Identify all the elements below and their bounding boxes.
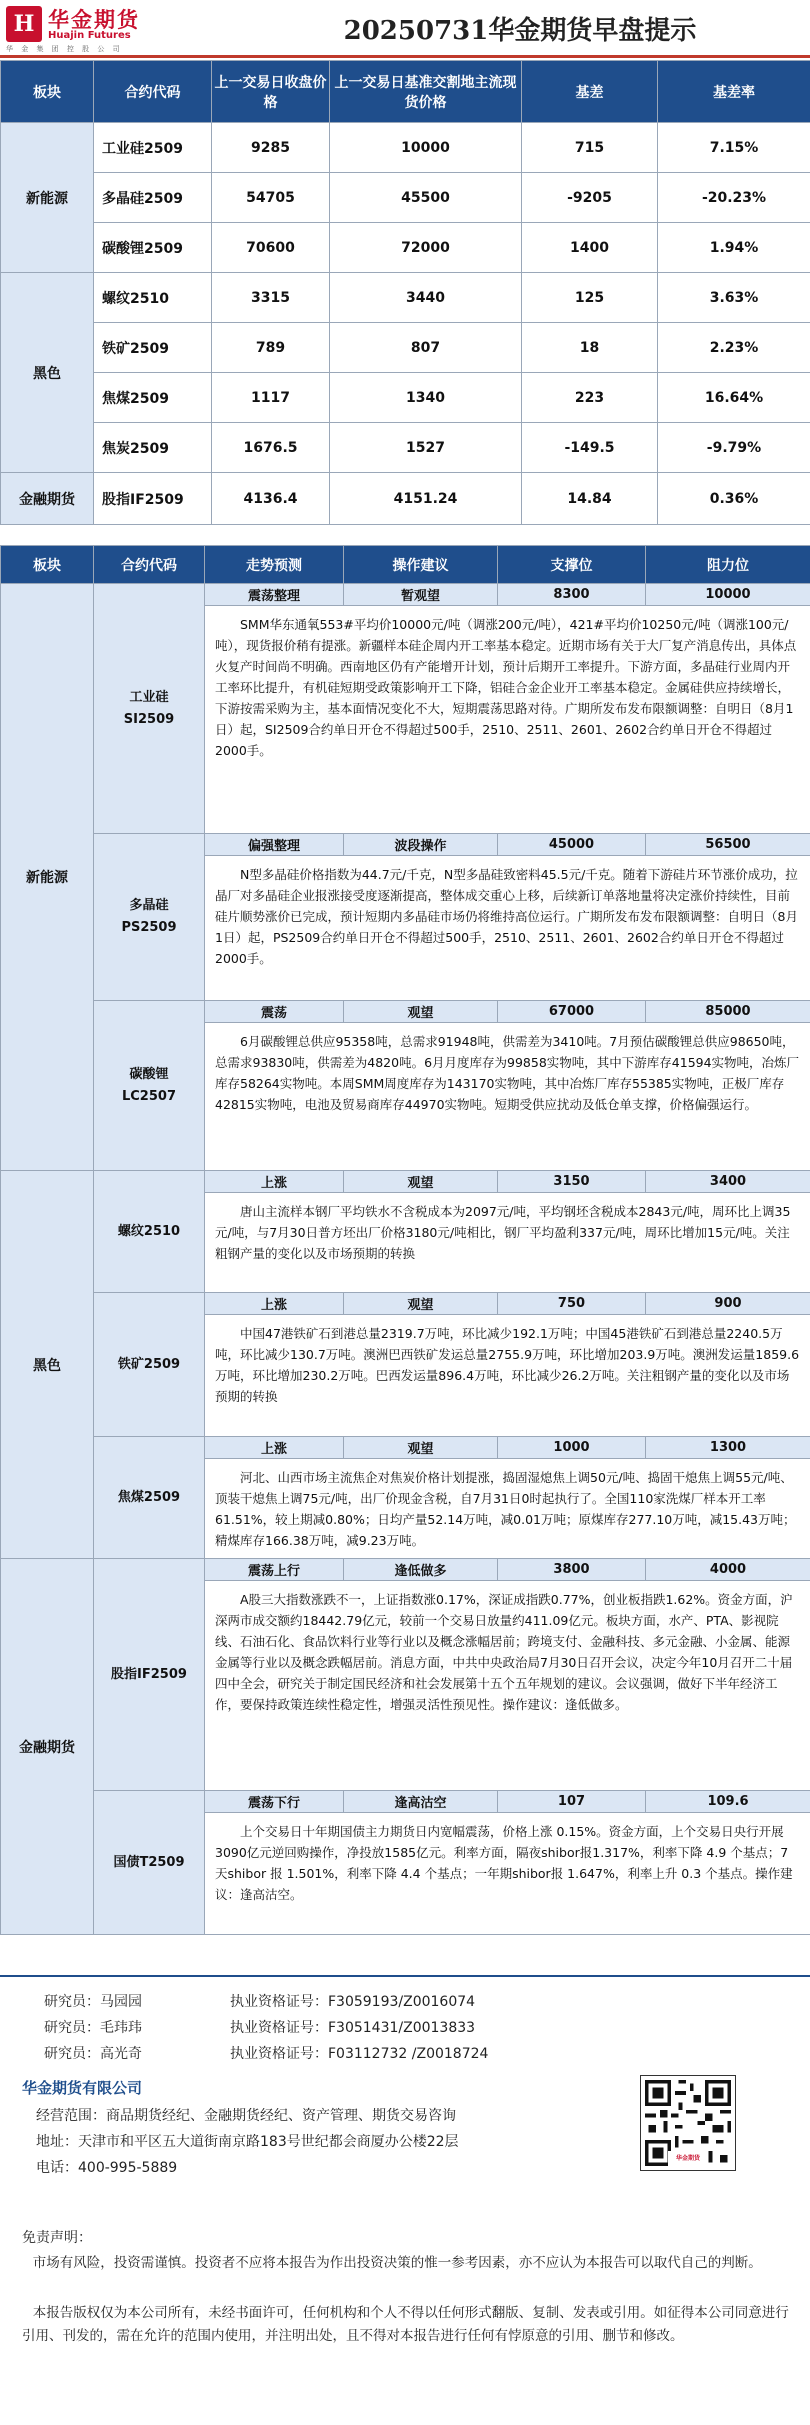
close-price: 3315 bbox=[212, 273, 330, 323]
contract-code: 多晶硅2509 bbox=[94, 173, 212, 223]
table-row bbox=[1, 123, 810, 173]
trend: 偏强整理 bbox=[205, 834, 344, 856]
table-row bbox=[1, 373, 810, 423]
company-name: 华金期货有限公司 bbox=[22, 2079, 143, 2097]
contract-code: 焦煤2509 bbox=[94, 373, 212, 423]
researcher-name: 研究员：高光奇 bbox=[44, 2046, 142, 2062]
basis-value: 18 bbox=[522, 323, 658, 373]
commentary-text: 中国47港铁矿石到港总量2319.7万吨，环比减少192.1万吨；中国45港铁矿石到港总量2240.5万吨，环比减少130.7万吨。澳洲巴西铁矿发运总量2755.9万吨，环比增加203.9万吨。澳洲发运量1859.6万吨，环比增加230.2万吨。巴西发运量896.4万吨，环比减少26.2万吨。关注粗钢产量的变化以及市场预期的转换 bbox=[205, 1315, 810, 1437]
product-name: 铁矿 bbox=[117, 1356, 144, 1372]
basis-value: 14.84 bbox=[522, 473, 658, 525]
resistance: 56500 bbox=[646, 834, 810, 856]
product-cell bbox=[94, 1559, 205, 1791]
col-header: 上一交易日基准交割地主流现货价格 bbox=[330, 61, 522, 123]
advice: 观望 bbox=[344, 1293, 498, 1315]
close-price: 54705 bbox=[212, 173, 330, 223]
basis-rate: -20.23% bbox=[658, 173, 810, 223]
block-label: 黑色 bbox=[1, 273, 94, 473]
block-label: 新能源 bbox=[1, 584, 94, 1171]
trend: 上涨 bbox=[205, 1171, 344, 1193]
support: 45000 bbox=[498, 834, 646, 856]
researcher-cert: 执业资格证号：F3051431/Z0013833 bbox=[230, 2020, 476, 2036]
researcher-cert: 执业资格证号：F3059193/Z0016074 bbox=[230, 1994, 476, 2010]
trend: 震荡上行 bbox=[205, 1559, 344, 1581]
product-name: 工业硅 bbox=[129, 689, 169, 705]
spot-price: 1340 bbox=[330, 373, 522, 423]
contract-code: 焦炭2509 bbox=[94, 423, 212, 473]
trend: 震荡整理 bbox=[205, 584, 344, 606]
logo-mark-icon: H bbox=[6, 6, 42, 42]
report-footer bbox=[0, 1975, 810, 2425]
product-name: 国债 bbox=[113, 1854, 140, 1870]
product-code: T2509 bbox=[139, 1854, 185, 1870]
signal-row bbox=[1, 1293, 810, 1315]
block-label: 新能源 bbox=[1, 123, 94, 273]
col-header: 支撑位 bbox=[498, 546, 646, 584]
product-code: 2509 bbox=[143, 1489, 181, 1505]
close-price: 1676.5 bbox=[212, 423, 330, 473]
commentary-text: 6月碳酸锂总供应95358吨，总需求91948吨，供需差为3410吨。7月预估碳酸锂总供应98650吨，总需求93830吨，供需差为4820吨。6月月度库存为99858实物吨，其中下游库存41594实物吨，冶炼厂库存58264实物吨。本周SMM周度库存为143170实物吨，其中冶炼厂库存55385实物吨，正极厂库存42815实物吨，电池及贸易商库存44970实物吨。短期受供应扰动及低仓单支撑，价格偏强运行。 bbox=[205, 1023, 810, 1171]
resistance: 85000 bbox=[646, 1001, 810, 1023]
table-row bbox=[1, 173, 810, 223]
block-label: 金融期货 bbox=[1, 473, 94, 525]
signal-row bbox=[1, 1171, 810, 1193]
close-price: 9285 bbox=[212, 123, 330, 173]
commentary-text: 唐山主流样本钢厂平均铁水不含税成本为2097元/吨，平均钢坯含税成本2843元/吨，周环比上调35元/吨，与7月30日普方坯出厂价格3180元/吨相比，钢厂平均盈利337元/吨，周环比增加15元/吨。关注粗钢产量的变化以及市场预期的转换 bbox=[205, 1193, 810, 1293]
support: 3800 bbox=[498, 1559, 646, 1581]
researcher-name: 研究员：毛玮玮 bbox=[44, 2020, 142, 2036]
resistance: 10000 bbox=[646, 584, 810, 606]
trend: 上涨 bbox=[205, 1437, 344, 1459]
support: 67000 bbox=[498, 1001, 646, 1023]
company-phone: 电话：400-995-5889 bbox=[36, 2160, 178, 2176]
product-cell bbox=[94, 834, 205, 1001]
advice: 逢低做多 bbox=[344, 1559, 498, 1581]
block-label: 金融期货 bbox=[1, 1559, 94, 1935]
forecast-table bbox=[0, 545, 810, 1935]
support: 8300 bbox=[498, 584, 646, 606]
spot-price: 72000 bbox=[330, 223, 522, 273]
col-header: 合约代码 bbox=[94, 546, 205, 584]
basis-value: 223 bbox=[522, 373, 658, 423]
signal-row bbox=[1, 1001, 810, 1023]
business-scope: 经营范围：商品期货经纪、金融期货经纪、资产管理、期货交易咨询 bbox=[36, 2108, 456, 2124]
product-cell bbox=[94, 1791, 205, 1935]
product-name: 多晶硅 bbox=[129, 898, 169, 913]
col-header: 操作建议 bbox=[344, 546, 498, 584]
support: 1000 bbox=[498, 1437, 646, 1459]
basis-rate: 2.23% bbox=[658, 323, 810, 373]
advice: 观望 bbox=[344, 1171, 498, 1193]
basis-rate: 0.36% bbox=[658, 473, 810, 525]
resistance: 109.6 bbox=[646, 1791, 810, 1813]
col-header: 合约代码 bbox=[94, 61, 212, 123]
signal-row bbox=[1, 834, 810, 856]
close-price: 789 bbox=[212, 323, 330, 373]
product-code: LC2507 bbox=[121, 1088, 176, 1104]
table-row bbox=[1, 423, 810, 473]
basis-rate: 7.15% bbox=[658, 123, 810, 173]
basis-value: -9205 bbox=[522, 173, 658, 223]
col-header: 板块 bbox=[1, 61, 94, 123]
advice: 观望 bbox=[344, 1001, 498, 1023]
company-logo bbox=[6, 4, 184, 52]
commentary-text: N型多晶硅价格指数为44.7元/千克，N型多晶硅致密料45.5元/千克。随着下游硅片环节涨价成功，拉晶厂对多晶硅企业报涨接受度逐渐提高，整体成交重心上移，后续新订单落地量将决定涨价持续性，目前硅片顺势涨价已完成，预计短期内多晶硅市场仍将维持高位运行。广期所发布发布限额调整：自明日（8月1日）起，PS2509合约单日开仓不得超过500手，2510、2511、2601、2602合约单日开仓不得超过2000手。 bbox=[205, 856, 810, 1001]
page-title: 20250731华金期货早盘提示 bbox=[343, 16, 697, 46]
signal-row bbox=[1, 1791, 810, 1813]
basis-value: -149.5 bbox=[522, 423, 658, 473]
spot-price: 807 bbox=[330, 323, 522, 373]
basis-value: 125 bbox=[522, 273, 658, 323]
basis-header-row bbox=[1, 61, 810, 123]
product-code: 2509 bbox=[143, 1356, 181, 1372]
company-address: 地址：天津市和平区五大道街南京路183号世纪都会商厦办公楼22层 bbox=[36, 2134, 459, 2150]
basis-rate: 1.94% bbox=[658, 223, 810, 273]
table-row bbox=[1, 273, 810, 323]
product-name: 股指 bbox=[111, 1666, 138, 1682]
product-cell bbox=[94, 1001, 205, 1171]
spot-price: 10000 bbox=[330, 123, 522, 173]
table-row bbox=[1, 473, 810, 525]
product-code: SI2509 bbox=[123, 711, 175, 727]
product-code: IF2509 bbox=[137, 1666, 187, 1682]
spot-price: 3440 bbox=[330, 273, 522, 323]
signal-row bbox=[1, 1559, 810, 1581]
signal-row bbox=[1, 584, 810, 606]
table-row bbox=[1, 323, 810, 373]
basis-rate: 16.64% bbox=[658, 373, 810, 423]
basis-rate: -9.79% bbox=[658, 423, 810, 473]
product-name: 碳酸锂 bbox=[129, 1066, 169, 1082]
close-price: 70600 bbox=[212, 223, 330, 273]
qr-brand-label: 华金期货 bbox=[668, 2151, 708, 2167]
forecast-header-row bbox=[1, 546, 810, 584]
spot-price: 4151.24 bbox=[330, 473, 522, 525]
resistance: 3400 bbox=[646, 1171, 810, 1193]
report-header bbox=[0, 0, 810, 58]
spot-price: 45500 bbox=[330, 173, 522, 223]
product-name: 螺纹 bbox=[117, 1223, 144, 1239]
support: 3150 bbox=[498, 1171, 646, 1193]
close-price: 1117 bbox=[212, 373, 330, 423]
col-header: 走势预测 bbox=[205, 546, 344, 584]
basis-table bbox=[0, 60, 810, 525]
commentary-text: A股三大指数涨跌不一，上证指数涨0.17%，深证成指跌0.77%，创业板指跌1.62%。资金方面，沪深两市成交额约18442.79亿元，较前一个交易日放量约411.09亿元。板块方面，水产、PTA、影视院线、石油石化、食品饮料行业等行业以及概念涨幅居前；跨境支付、金融科技、多元金融、小金属、能源金属等行业以及概念跌幅居前。消息方面，中共中央政治局7月30日召开会议，决定今年10月召开二十届四中全会，研究关于制定国民经济和社会发展第十五个五年规划的建议。会议强调，做好下半年经济工作，要保持政策连续性稳定性，增强灵活性预见性。操作建议：逢低做多。 bbox=[205, 1581, 810, 1791]
disclaimer-text: 本报告版权仅为本公司所有，未经书面许可，任何机构和个人不得以任何形式翻版、复制、发表或引用。如征得本公司同意进行引用、刊发的，需在允许的范围内使用，并注明出处，且不得对本报告进行任何有悖原意的引用、删节和修改。 bbox=[22, 2305, 789, 2344]
contract-code: 工业硅2509 bbox=[94, 123, 212, 173]
advice: 逢高沽空 bbox=[344, 1791, 498, 1813]
close-price: 4136.4 bbox=[212, 473, 330, 525]
basis-value: 1400 bbox=[522, 223, 658, 273]
basis-value: 715 bbox=[522, 123, 658, 173]
contract-code: 铁矿2509 bbox=[94, 323, 212, 373]
commentary-text: 上个交易日十年期国债主力期货日内宽幅震荡，价格上涨 0.15%。资金方面，上个交易日央行开展3090亿元逆回购操作，净投放1585亿元。利率方面，隔夜shibor报1.317%，利率下降 4.9 个基点；7天shibor 报 1.501%，利率下降 4.4 个基点；一年期shibor报 1.647%，利率上升 0.3 个基点。操作建议：逢高沽空。 bbox=[205, 1813, 810, 1935]
contract-code: 股指IF2509 bbox=[94, 473, 212, 525]
advice: 波段操作 bbox=[344, 834, 498, 856]
researcher-name: 研究员：马园园 bbox=[44, 1994, 142, 2010]
commentary-text: SMM华东通氧553#平均价10000元/吨（调涨200元/吨），421#平均价10250元/吨（调涨100元/吨），现货报价稍有提涨。新疆样本硅企周内开工率基本稳定。近期市场有关于大厂复产消息传出，具体点火复产时间尚不明确。西南地区仍有产能增开计划，预计后期开工率提升。下游方面，多晶硅行业周内开工率环比提升，有机硅短期受政策影响开工下降，铝硅合金企业开工率基本稳定。金属硅供应持续增长，下游按需采购为主，基本面情况变化不大，短期震荡思路对待。广期所发布发布限额调整：自明日（8月1日）起，SI2509合约单日开仓不得超过500手，2510、2511、2601、2602合约单日开仓不得超过2000手。 bbox=[205, 606, 810, 834]
logo-en: Huajin Futures bbox=[48, 30, 131, 41]
contract-code: 碳酸锂2509 bbox=[94, 223, 212, 273]
product-code: 2510 bbox=[143, 1223, 181, 1239]
disclaimer-title: 免责声明： bbox=[22, 2230, 92, 2246]
logo-sub: 华 金 集 团 控 股 公 司 bbox=[6, 45, 123, 53]
resistance: 4000 bbox=[646, 1559, 810, 1581]
resistance: 900 bbox=[646, 1293, 810, 1315]
advice: 观望 bbox=[344, 1437, 498, 1459]
trend: 震荡下行 bbox=[205, 1791, 344, 1813]
trend: 震荡 bbox=[205, 1001, 344, 1023]
col-header: 基差 bbox=[522, 61, 658, 123]
product-cell bbox=[94, 1437, 205, 1559]
col-header: 上一交易日收盘价格 bbox=[212, 61, 330, 123]
product-name: 焦煤 bbox=[117, 1489, 144, 1505]
table-row bbox=[1, 223, 810, 273]
logo-cn: 华金期货 bbox=[48, 8, 140, 32]
trend: 上涨 bbox=[205, 1293, 344, 1315]
col-header: 阻力位 bbox=[646, 546, 810, 584]
signal-row bbox=[1, 1437, 810, 1459]
product-cell bbox=[94, 584, 205, 834]
support: 107 bbox=[498, 1791, 646, 1813]
basis-rate: 3.63% bbox=[658, 273, 810, 323]
col-header: 板块 bbox=[1, 546, 94, 584]
product-cell bbox=[94, 1293, 205, 1437]
advice: 暂观望 bbox=[344, 584, 498, 606]
product-cell bbox=[94, 1171, 205, 1293]
contract-code: 螺纹2510 bbox=[94, 273, 212, 323]
researcher-cert: 执业资格证号：F03112732 /Z0018724 bbox=[230, 2046, 489, 2062]
col-header: 基差率 bbox=[658, 61, 810, 123]
resistance: 1300 bbox=[646, 1437, 810, 1459]
support: 750 bbox=[498, 1293, 646, 1315]
disclaimer-text: 市场有风险，投资需谨慎。投资者不应将本报告为作出投资决策的惟一参考因素，亦不应认为本报告可以取代自己的判断。 bbox=[32, 2255, 762, 2271]
product-code: PS2509 bbox=[121, 920, 177, 935]
spot-price: 1527 bbox=[330, 423, 522, 473]
block-label: 黑色 bbox=[1, 1171, 94, 1559]
commentary-text: 河北、山西市场主流焦企对焦炭价格计划提涨，捣固湿熄焦上调50元/吨、捣固干熄焦上调55元/吨、顶装干熄焦上调75元/吨，出厂价现金含税，自7月31日0时起执行了。全国110家洗煤厂样本开工率61.51%，较上期减0.80%；日均产量52.14万吨，减0.01万吨；原煤库存277.10万吨，减15.43万吨；精煤库存166.38万吨，减9.23万吨。 bbox=[205, 1459, 810, 1559]
